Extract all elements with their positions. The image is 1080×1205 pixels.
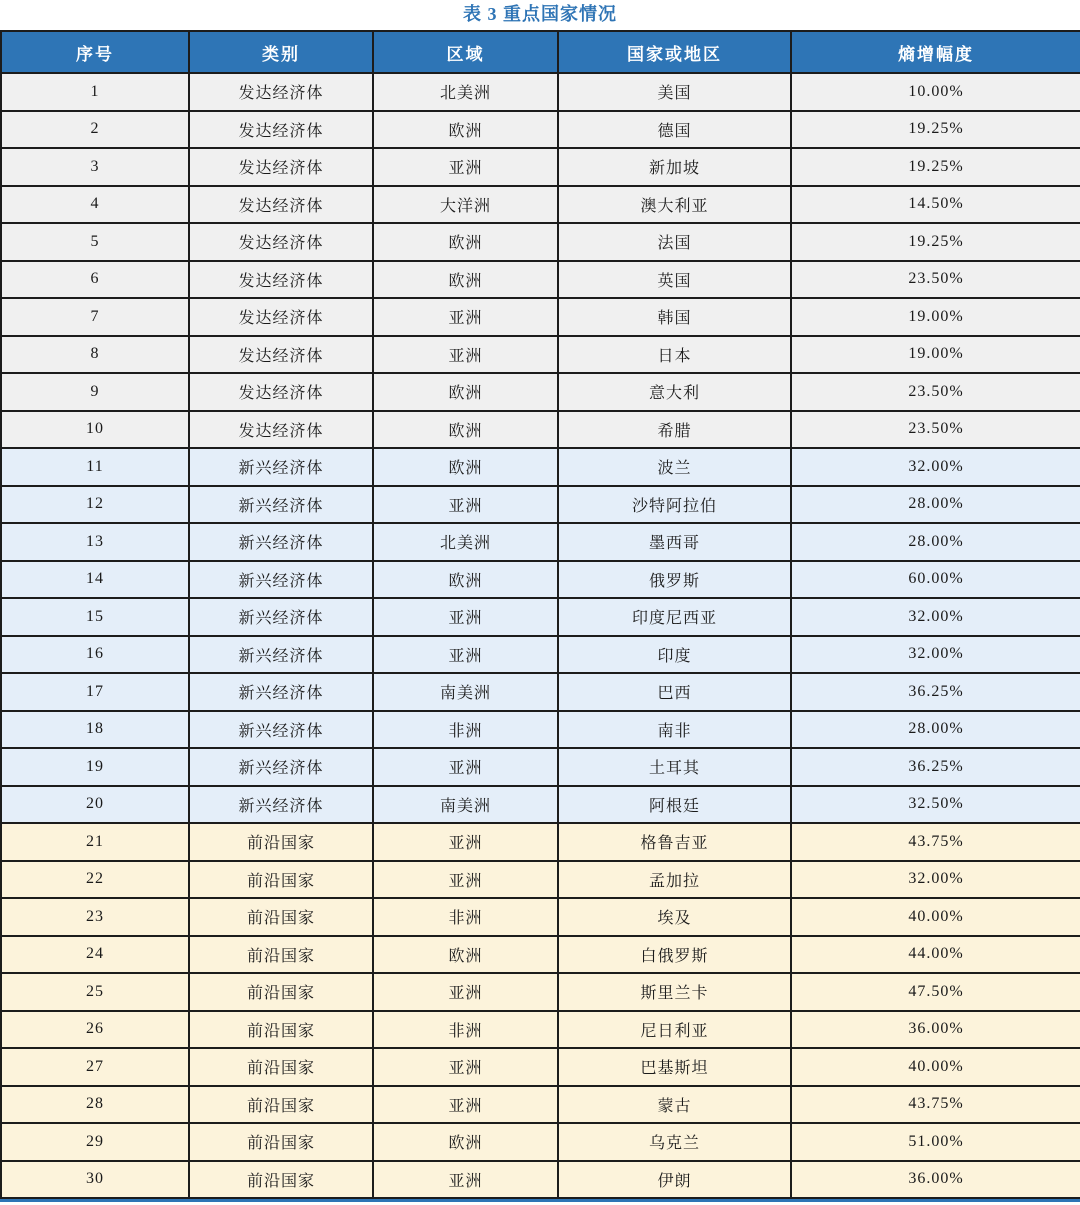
- cell-country: 德国: [558, 111, 791, 149]
- cell-region: 欧洲: [373, 111, 558, 149]
- cell-serial-number: 10: [1, 411, 189, 449]
- table-row: [1, 598, 1080, 636]
- cell-category: 发达经济体: [189, 261, 373, 299]
- cell-region: 亚洲: [373, 598, 558, 636]
- cell-category: 新兴经济体: [189, 636, 373, 674]
- cell-category: 发达经济体: [189, 411, 373, 449]
- cell-region: 亚洲: [373, 973, 558, 1011]
- column-header-0: 序号: [1, 31, 189, 73]
- cell-category: 新兴经济体: [189, 561, 373, 599]
- table-row: [1, 786, 1080, 824]
- cell-entropy-value: 47.50%: [791, 973, 1080, 1011]
- cell-category: 新兴经济体: [189, 748, 373, 786]
- cell-region: 南美洲: [373, 786, 558, 824]
- cell-country: 巴西: [558, 673, 791, 711]
- table-row: [1, 73, 1080, 111]
- cell-serial-number: 14: [1, 561, 189, 599]
- cell-serial-number: 7: [1, 298, 189, 336]
- cell-country: 韩国: [558, 298, 791, 336]
- table-body: [1, 73, 1080, 1198]
- cell-entropy-value: 10.00%: [791, 73, 1080, 111]
- cell-category: 发达经济体: [189, 148, 373, 186]
- table-row: [1, 411, 1080, 449]
- cell-serial-number: 26: [1, 1011, 189, 1049]
- cell-region: 欧洲: [373, 1123, 558, 1161]
- table-row: [1, 561, 1080, 599]
- cell-serial-number: 28: [1, 1086, 189, 1124]
- cell-entropy-value: 36.00%: [791, 1161, 1080, 1199]
- cell-entropy-value: 23.50%: [791, 411, 1080, 449]
- cell-category: 前沿国家: [189, 936, 373, 974]
- table-row: [1, 973, 1080, 1011]
- cell-entropy-value: 40.00%: [791, 1048, 1080, 1086]
- cell-region: 亚洲: [373, 636, 558, 674]
- cell-serial-number: 25: [1, 973, 189, 1011]
- cell-serial-number: 23: [1, 898, 189, 936]
- table-row: [1, 261, 1080, 299]
- cell-country: 格鲁吉亚: [558, 823, 791, 861]
- cell-serial-number: 4: [1, 186, 189, 224]
- cell-country: 南非: [558, 711, 791, 749]
- cell-entropy-value: 32.50%: [791, 786, 1080, 824]
- cell-country: 蒙古: [558, 1086, 791, 1124]
- cell-serial-number: 19: [1, 748, 189, 786]
- cell-region: 欧洲: [373, 261, 558, 299]
- cell-entropy-value: 32.00%: [791, 598, 1080, 636]
- cell-serial-number: 8: [1, 336, 189, 374]
- table-row: [1, 748, 1080, 786]
- cell-category: 发达经济体: [189, 111, 373, 149]
- cell-entropy-value: 14.50%: [791, 186, 1080, 224]
- cell-country: 斯里兰卡: [558, 973, 791, 1011]
- cell-category: 发达经济体: [189, 336, 373, 374]
- column-header-2: 区域: [373, 31, 558, 73]
- cell-country: 土耳其: [558, 748, 791, 786]
- cell-country: 白俄罗斯: [558, 936, 791, 974]
- cell-region: 非洲: [373, 898, 558, 936]
- cell-region: 亚洲: [373, 861, 558, 899]
- cell-category: 前沿国家: [189, 823, 373, 861]
- cell-entropy-value: 36.00%: [791, 1011, 1080, 1049]
- cell-country: 新加坡: [558, 148, 791, 186]
- cell-region: 亚洲: [373, 748, 558, 786]
- cell-entropy-value: 32.00%: [791, 448, 1080, 486]
- cell-serial-number: 22: [1, 861, 189, 899]
- cell-category: 新兴经济体: [189, 711, 373, 749]
- cell-entropy-value: 23.50%: [791, 373, 1080, 411]
- cell-category: 新兴经济体: [189, 486, 373, 524]
- table-bottom-accent-line: [0, 1199, 1080, 1202]
- table-row: [1, 1123, 1080, 1161]
- cell-category: 发达经济体: [189, 373, 373, 411]
- cell-entropy-value: 19.25%: [791, 148, 1080, 186]
- cell-entropy-value: 51.00%: [791, 1123, 1080, 1161]
- cell-category: 前沿国家: [189, 898, 373, 936]
- cell-serial-number: 13: [1, 523, 189, 561]
- table-row: [1, 486, 1080, 524]
- cell-entropy-value: 19.00%: [791, 336, 1080, 374]
- column-header-4: 熵增幅度: [791, 31, 1080, 73]
- cell-country: 法国: [558, 223, 791, 261]
- cell-region: 亚洲: [373, 298, 558, 336]
- cell-entropy-value: 28.00%: [791, 523, 1080, 561]
- header-row: [1, 31, 1080, 73]
- cell-region: 亚洲: [373, 486, 558, 524]
- table-row: [1, 823, 1080, 861]
- cell-region: 非洲: [373, 1011, 558, 1049]
- table-row: [1, 1048, 1080, 1086]
- cell-entropy-value: 28.00%: [791, 486, 1080, 524]
- cell-entropy-value: 23.50%: [791, 261, 1080, 299]
- table-row: [1, 523, 1080, 561]
- table-row: [1, 148, 1080, 186]
- cell-region: 欧洲: [373, 373, 558, 411]
- cell-category: 新兴经济体: [189, 523, 373, 561]
- cell-entropy-value: 43.75%: [791, 1086, 1080, 1124]
- cell-region: 亚洲: [373, 1048, 558, 1086]
- cell-country: 阿根廷: [558, 786, 791, 824]
- cell-country: 希腊: [558, 411, 791, 449]
- cell-country: 墨西哥: [558, 523, 791, 561]
- table-row: [1, 1011, 1080, 1049]
- cell-serial-number: 16: [1, 636, 189, 674]
- cell-serial-number: 27: [1, 1048, 189, 1086]
- cell-category: 新兴经济体: [189, 673, 373, 711]
- cell-category: 前沿国家: [189, 1086, 373, 1124]
- cell-country: 俄罗斯: [558, 561, 791, 599]
- cell-region: 亚洲: [373, 336, 558, 374]
- cell-country: 印度: [558, 636, 791, 674]
- cell-entropy-value: 60.00%: [791, 561, 1080, 599]
- cell-category: 前沿国家: [189, 1048, 373, 1086]
- cell-serial-number: 20: [1, 786, 189, 824]
- cell-category: 前沿国家: [189, 973, 373, 1011]
- cell-entropy-value: 44.00%: [791, 936, 1080, 974]
- cell-serial-number: 11: [1, 448, 189, 486]
- cell-serial-number: 6: [1, 261, 189, 299]
- table-row: [1, 448, 1080, 486]
- table-caption: 表 3 重点国家情况: [463, 4, 617, 24]
- cell-country: 澳大利亚: [558, 186, 791, 224]
- cell-category: 新兴经济体: [189, 448, 373, 486]
- cell-serial-number: 1: [1, 73, 189, 111]
- cell-category: 新兴经济体: [189, 786, 373, 824]
- cell-region: 欧洲: [373, 223, 558, 261]
- cell-category: 新兴经济体: [189, 598, 373, 636]
- cell-region: 亚洲: [373, 148, 558, 186]
- table-row: [1, 861, 1080, 899]
- table-row: [1, 298, 1080, 336]
- cell-region: 南美洲: [373, 673, 558, 711]
- cell-entropy-value: 19.25%: [791, 223, 1080, 261]
- cell-serial-number: 5: [1, 223, 189, 261]
- cell-country: 印度尼西亚: [558, 598, 791, 636]
- table-header: [1, 31, 1080, 73]
- cell-entropy-value: 43.75%: [791, 823, 1080, 861]
- cell-serial-number: 18: [1, 711, 189, 749]
- column-header-3: 国家或地区: [558, 31, 791, 73]
- table-row: [1, 223, 1080, 261]
- cell-serial-number: 21: [1, 823, 189, 861]
- cell-country: 日本: [558, 336, 791, 374]
- cell-country: 美国: [558, 73, 791, 111]
- table-row: [1, 186, 1080, 224]
- table-row: [1, 898, 1080, 936]
- cell-category: 前沿国家: [189, 1161, 373, 1199]
- table-row: [1, 936, 1080, 974]
- table-row: [1, 336, 1080, 374]
- table-row: [1, 673, 1080, 711]
- cell-serial-number: 9: [1, 373, 189, 411]
- cell-entropy-value: 19.00%: [791, 298, 1080, 336]
- cell-country: 沙特阿拉伯: [558, 486, 791, 524]
- table-row: [1, 711, 1080, 749]
- cell-country: 巴基斯坦: [558, 1048, 791, 1086]
- cell-category: 发达经济体: [189, 223, 373, 261]
- cell-country: 伊朗: [558, 1161, 791, 1199]
- cell-category: 前沿国家: [189, 1011, 373, 1049]
- cell-region: 非洲: [373, 711, 558, 749]
- key-countries-table: [0, 30, 1080, 1199]
- cell-region: 欧洲: [373, 936, 558, 974]
- cell-entropy-value: 36.25%: [791, 748, 1080, 786]
- cell-region: 亚洲: [373, 823, 558, 861]
- table-row: [1, 636, 1080, 674]
- cell-country: 波兰: [558, 448, 791, 486]
- cell-region: 北美洲: [373, 73, 558, 111]
- cell-country: 孟加拉: [558, 861, 791, 899]
- cell-region: 亚洲: [373, 1086, 558, 1124]
- cell-entropy-value: 32.00%: [791, 636, 1080, 674]
- cell-serial-number: 24: [1, 936, 189, 974]
- cell-region: 欧洲: [373, 448, 558, 486]
- cell-entropy-value: 28.00%: [791, 711, 1080, 749]
- cell-region: 欧洲: [373, 411, 558, 449]
- cell-serial-number: 17: [1, 673, 189, 711]
- cell-serial-number: 3: [1, 148, 189, 186]
- cell-entropy-value: 32.00%: [791, 861, 1080, 899]
- cell-category: 前沿国家: [189, 1123, 373, 1161]
- cell-serial-number: 2: [1, 111, 189, 149]
- cell-country: 尼日利亚: [558, 1011, 791, 1049]
- table-row: [1, 111, 1080, 149]
- cell-category: 前沿国家: [189, 861, 373, 899]
- cell-entropy-value: 40.00%: [791, 898, 1080, 936]
- cell-serial-number: 15: [1, 598, 189, 636]
- cell-country: 埃及: [558, 898, 791, 936]
- cell-country: 意大利: [558, 373, 791, 411]
- table-row: [1, 1161, 1080, 1199]
- cell-serial-number: 30: [1, 1161, 189, 1199]
- cell-region: 亚洲: [373, 1161, 558, 1199]
- cell-region: 大洋洲: [373, 186, 558, 224]
- table-row: [1, 373, 1080, 411]
- column-header-1: 类别: [189, 31, 373, 73]
- cell-entropy-value: 36.25%: [791, 673, 1080, 711]
- table-row: [1, 1086, 1080, 1124]
- cell-category: 发达经济体: [189, 186, 373, 224]
- cell-category: 发达经济体: [189, 73, 373, 111]
- cell-serial-number: 29: [1, 1123, 189, 1161]
- cell-entropy-value: 19.25%: [791, 111, 1080, 149]
- cell-region: 北美洲: [373, 523, 558, 561]
- cell-region: 欧洲: [373, 561, 558, 599]
- cell-serial-number: 12: [1, 486, 189, 524]
- cell-category: 发达经济体: [189, 298, 373, 336]
- cell-country: 英国: [558, 261, 791, 299]
- cell-country: 乌克兰: [558, 1123, 791, 1161]
